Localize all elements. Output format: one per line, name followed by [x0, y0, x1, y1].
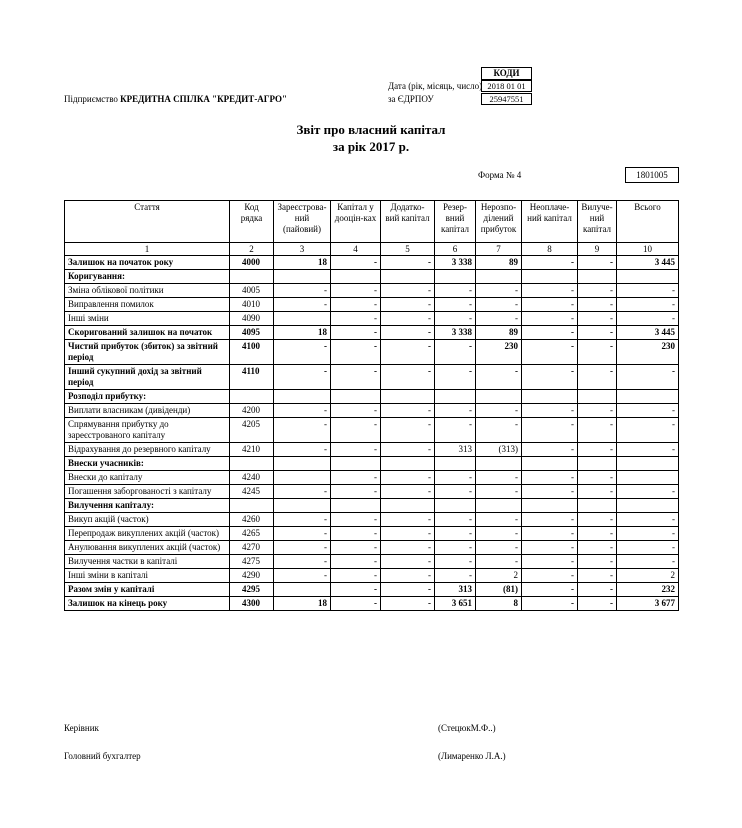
row-value-col-4	[331, 390, 381, 404]
row-value-col-4	[331, 457, 381, 471]
row-value-col-10: 2	[617, 569, 679, 583]
column-header-6: Резер-вний капітал	[435, 201, 476, 243]
row-value-col-6: -	[435, 312, 476, 326]
row-value-col-7: -	[476, 418, 522, 443]
row-code: 4290	[230, 569, 274, 583]
table-row	[65, 597, 679, 611]
row-code: 4000	[230, 256, 274, 270]
column-number-6: 6	[435, 243, 476, 256]
row-code: 4245	[230, 485, 274, 499]
row-value-col-10: 3 677	[617, 597, 679, 611]
row-value-col-7: -	[476, 365, 522, 390]
director-label: Керівник	[64, 723, 99, 733]
row-value-col-9: -	[578, 597, 617, 611]
row-value-col-4: -	[331, 404, 381, 418]
table-row	[65, 256, 679, 270]
row-value-col-6: -	[435, 541, 476, 555]
accountant-name: (Лимаренко Л.А.)	[438, 751, 506, 761]
row-value-col-9: -	[578, 256, 617, 270]
row-code	[230, 390, 274, 404]
form-code: 1801005	[625, 167, 679, 183]
row-value-col-7: -	[476, 555, 522, 569]
row-value-col-4: -	[331, 443, 381, 457]
row-value-col-8: -	[522, 471, 578, 485]
row-value-col-7: 2	[476, 569, 522, 583]
table-row	[65, 527, 679, 541]
row-value-col-7: 8	[476, 597, 522, 611]
row-value-col-6: 313	[435, 583, 476, 597]
row-value-col-3	[274, 499, 331, 513]
table-row	[65, 404, 679, 418]
row-value-col-6	[435, 499, 476, 513]
row-value-col-4	[331, 499, 381, 513]
table-row	[65, 365, 679, 390]
row-value-col-8: -	[522, 443, 578, 457]
row-label: Відрахування до резервного капіталу	[65, 443, 230, 457]
row-value-col-3: 18	[274, 256, 331, 270]
row-value-col-8: -	[522, 298, 578, 312]
date-value: 2018 01 01	[481, 80, 532, 92]
row-label: Залишок на кінець року	[65, 597, 230, 611]
row-value-col-3: -	[274, 569, 331, 583]
row-value-col-10: 232	[617, 583, 679, 597]
row-value-col-3	[274, 390, 331, 404]
row-value-col-8: -	[522, 326, 578, 340]
row-code: 4095	[230, 326, 274, 340]
codes-header: КОДИ	[481, 67, 532, 80]
row-value-col-6: 313	[435, 443, 476, 457]
row-value-col-6	[435, 390, 476, 404]
row-value-col-9: -	[578, 418, 617, 443]
row-value-col-6	[435, 270, 476, 284]
row-value-col-3: 18	[274, 597, 331, 611]
row-value-col-7: -	[476, 485, 522, 499]
row-value-col-3: -	[274, 485, 331, 499]
row-label: Інший сукупний дохід за звітний період	[65, 365, 230, 390]
row-label: Спрямування прибутку до зареєстрованого капіталу	[65, 418, 230, 443]
column-number-10: 10	[617, 243, 679, 256]
row-value-col-6: 3 338	[435, 256, 476, 270]
row-value-col-8: -	[522, 365, 578, 390]
row-value-col-7: -	[476, 312, 522, 326]
row-value-col-6: -	[435, 485, 476, 499]
row-value-col-6: 3 651	[435, 597, 476, 611]
row-value-col-5: -	[381, 326, 435, 340]
row-value-col-4: -	[331, 298, 381, 312]
row-value-col-3: -	[274, 513, 331, 527]
row-value-col-4: -	[331, 527, 381, 541]
row-code: 4205	[230, 418, 274, 443]
row-value-col-7	[476, 270, 522, 284]
table-row	[65, 541, 679, 555]
row-value-col-3: -	[274, 340, 331, 365]
capital-table	[64, 200, 679, 611]
row-value-col-10: 3 445	[617, 326, 679, 340]
row-value-col-9	[578, 270, 617, 284]
row-value-col-4: -	[331, 583, 381, 597]
row-label: Скоригований залишок на початок	[65, 326, 230, 340]
form-label: Форма № 4	[478, 170, 522, 180]
row-value-col-4: -	[331, 597, 381, 611]
row-code: 4260	[230, 513, 274, 527]
row-value-col-10: -	[617, 527, 679, 541]
table-body	[65, 256, 679, 611]
row-value-col-4: -	[331, 569, 381, 583]
row-value-col-5: -	[381, 527, 435, 541]
row-value-col-9: -	[578, 485, 617, 499]
row-value-col-9: -	[578, 298, 617, 312]
column-header-1: Стаття	[65, 201, 230, 243]
row-value-col-10	[617, 390, 679, 404]
row-label: Вилучення капіталу:	[65, 499, 230, 513]
row-code: 4110	[230, 365, 274, 390]
row-value-col-7: -	[476, 527, 522, 541]
row-value-col-8: -	[522, 485, 578, 499]
row-value-col-3	[274, 312, 331, 326]
row-value-col-6: -	[435, 555, 476, 569]
row-value-col-9: -	[578, 569, 617, 583]
row-value-col-4: -	[331, 418, 381, 443]
row-label: Коригування:	[65, 270, 230, 284]
row-value-col-5: -	[381, 404, 435, 418]
edrpou-value: 25947551	[481, 93, 532, 105]
row-value-col-9: -	[578, 583, 617, 597]
row-value-col-9: -	[578, 365, 617, 390]
row-value-col-3: -	[274, 298, 331, 312]
report-title: Звіт про власний капітал	[296, 122, 446, 137]
row-value-col-7: (81)	[476, 583, 522, 597]
row-value-col-8: -	[522, 541, 578, 555]
row-code: 4300	[230, 597, 274, 611]
row-value-col-7: -	[476, 298, 522, 312]
row-value-col-4: -	[331, 365, 381, 390]
row-value-col-6: -	[435, 418, 476, 443]
row-value-col-8: -	[522, 284, 578, 298]
table-row	[65, 485, 679, 499]
enterprise-label-text: Підприємство	[64, 94, 118, 104]
row-code: 4295	[230, 583, 274, 597]
row-value-col-7	[476, 390, 522, 404]
row-value-col-5: -	[381, 583, 435, 597]
row-code: 4100	[230, 340, 274, 365]
row-label: Виплати власникам (дивіденди)	[65, 404, 230, 418]
column-header-8: Неоплаче-ний капітал	[522, 201, 578, 243]
row-value-col-3: -	[274, 365, 331, 390]
table-row	[65, 513, 679, 527]
row-value-col-8: -	[522, 583, 578, 597]
column-number-9: 9	[578, 243, 617, 256]
row-value-col-10: -	[617, 541, 679, 555]
row-value-col-10: -	[617, 555, 679, 569]
row-value-col-7: 89	[476, 326, 522, 340]
table-row	[65, 583, 679, 597]
row-value-col-3	[274, 457, 331, 471]
row-value-col-3: -	[274, 527, 331, 541]
row-code	[230, 270, 274, 284]
row-value-col-7: (313)	[476, 443, 522, 457]
row-value-col-3	[274, 270, 331, 284]
row-value-col-9: -	[578, 340, 617, 365]
column-header-5: Додатко-вий капітал	[381, 201, 435, 243]
row-value-col-6	[435, 457, 476, 471]
row-value-col-9: -	[578, 312, 617, 326]
column-number-5: 5	[381, 243, 435, 256]
row-value-col-5: -	[381, 312, 435, 326]
row-value-col-5: -	[381, 485, 435, 499]
row-label: Погашення заборгованості з капіталу	[65, 485, 230, 499]
row-value-col-9	[578, 499, 617, 513]
row-value-col-5: -	[381, 555, 435, 569]
row-value-col-7: -	[476, 404, 522, 418]
row-value-col-5: -	[381, 443, 435, 457]
row-value-col-9: -	[578, 471, 617, 485]
row-label: Викуп акцій (часток)	[65, 513, 230, 527]
row-value-col-5: -	[381, 513, 435, 527]
table-row	[65, 284, 679, 298]
row-value-col-5	[381, 499, 435, 513]
row-value-col-3: -	[274, 404, 331, 418]
table-row	[65, 312, 679, 326]
row-value-col-4: -	[331, 340, 381, 365]
table-row	[65, 270, 679, 284]
row-value-col-5: -	[381, 365, 435, 390]
row-value-col-6: -	[435, 471, 476, 485]
row-label: Виправлення помилок	[65, 298, 230, 312]
row-label: Зміна облікової політики	[65, 284, 230, 298]
row-code: 4210	[230, 443, 274, 457]
row-value-col-9: -	[578, 541, 617, 555]
edrpou-label: за ЄДРПОУ	[388, 94, 434, 104]
row-value-col-8: -	[522, 527, 578, 541]
row-value-col-5	[381, 390, 435, 404]
row-value-col-10	[617, 499, 679, 513]
row-value-col-5: -	[381, 298, 435, 312]
row-value-col-10: -	[617, 418, 679, 443]
row-value-col-3: -	[274, 418, 331, 443]
table-row	[65, 443, 679, 457]
table-row	[65, 390, 679, 404]
row-code: 4265	[230, 527, 274, 541]
row-code	[230, 457, 274, 471]
row-value-col-8: -	[522, 312, 578, 326]
row-value-col-8: -	[522, 513, 578, 527]
row-code: 4200	[230, 404, 274, 418]
enterprise-label	[64, 94, 287, 104]
row-value-col-7: -	[476, 284, 522, 298]
row-value-col-8: -	[522, 555, 578, 569]
row-label: Чистий прибуток (збиток) за звітний період	[65, 340, 230, 365]
director-name: (СтецюкМ.Ф..)	[438, 723, 496, 733]
row-value-col-10: -	[617, 312, 679, 326]
row-value-col-8	[522, 499, 578, 513]
row-value-col-5: -	[381, 340, 435, 365]
row-value-col-6: 3 338	[435, 326, 476, 340]
row-value-col-8	[522, 390, 578, 404]
column-number-8: 8	[522, 243, 578, 256]
row-value-col-8: -	[522, 418, 578, 443]
row-value-col-5: -	[381, 569, 435, 583]
row-value-col-5: -	[381, 256, 435, 270]
row-label: Інші зміни	[65, 312, 230, 326]
row-label: Анулювання викуплених акцій (часток)	[65, 541, 230, 555]
row-value-col-7: -	[476, 541, 522, 555]
row-label: Залишок на початок року	[65, 256, 230, 270]
row-code: 4275	[230, 555, 274, 569]
row-value-col-4: -	[331, 312, 381, 326]
row-value-col-10: -	[617, 513, 679, 527]
row-value-col-8: -	[522, 404, 578, 418]
row-value-col-6: -	[435, 365, 476, 390]
row-value-col-4: -	[331, 326, 381, 340]
column-header-10: Всього	[617, 201, 679, 243]
row-value-col-9: -	[578, 443, 617, 457]
row-value-col-5: -	[381, 471, 435, 485]
row-value-col-6: -	[435, 284, 476, 298]
row-value-col-3: -	[274, 541, 331, 555]
header-row	[65, 201, 679, 243]
row-value-col-5: -	[381, 284, 435, 298]
column-number-7: 7	[476, 243, 522, 256]
row-value-col-9: -	[578, 527, 617, 541]
row-value-col-6: -	[435, 404, 476, 418]
table-row	[65, 499, 679, 513]
row-value-col-10: -	[617, 365, 679, 390]
row-value-col-8: -	[522, 256, 578, 270]
row-value-col-9: -	[578, 513, 617, 527]
row-value-col-10	[617, 457, 679, 471]
row-value-col-7: -	[476, 513, 522, 527]
row-value-col-6: -	[435, 527, 476, 541]
report-period: за рік 2017 р.	[332, 139, 410, 154]
row-value-col-6: -	[435, 298, 476, 312]
row-value-col-4	[331, 270, 381, 284]
row-value-col-10: 3 445	[617, 256, 679, 270]
row-code	[230, 499, 274, 513]
column-header-4: Капітал у дооцін-ках	[331, 201, 381, 243]
row-value-col-8	[522, 457, 578, 471]
row-value-col-8	[522, 270, 578, 284]
row-value-col-4: -	[331, 541, 381, 555]
row-label: Розподіл прибутку:	[65, 390, 230, 404]
table-row	[65, 340, 679, 365]
row-value-col-4: -	[331, 471, 381, 485]
table-row	[65, 569, 679, 583]
row-code: 4090	[230, 312, 274, 326]
row-code: 4270	[230, 541, 274, 555]
row-value-col-7: -	[476, 471, 522, 485]
row-value-col-9: -	[578, 404, 617, 418]
row-value-col-9: -	[578, 555, 617, 569]
row-value-col-10: -	[617, 284, 679, 298]
table-row	[65, 471, 679, 485]
row-value-col-9: -	[578, 284, 617, 298]
row-value-col-6: -	[435, 340, 476, 365]
row-value-col-10: -	[617, 485, 679, 499]
row-value-col-5	[381, 270, 435, 284]
row-value-col-3: -	[274, 555, 331, 569]
row-value-col-5: -	[381, 418, 435, 443]
row-value-col-8: -	[522, 340, 578, 365]
accountant-label: Головний бухгалтер	[64, 751, 141, 761]
row-value-col-6: -	[435, 569, 476, 583]
row-value-col-5	[381, 457, 435, 471]
row-value-col-4: -	[331, 513, 381, 527]
row-code: 4240	[230, 471, 274, 485]
row-label: Внески до капіталу	[65, 471, 230, 485]
row-value-col-4: -	[331, 256, 381, 270]
row-label: Внески учасників:	[65, 457, 230, 471]
row-label: Разом змін у капіталі	[65, 583, 230, 597]
row-value-col-8: -	[522, 569, 578, 583]
row-label: Інші зміни в капіталі	[65, 569, 230, 583]
column-header-7: Нерозпо-ділений прибуток	[476, 201, 522, 243]
row-value-col-10: -	[617, 443, 679, 457]
column-header-2: Код рядка	[230, 201, 274, 243]
column-header-9: Вилуче-ний капітал	[578, 201, 617, 243]
row-value-col-8: -	[522, 597, 578, 611]
table-row	[65, 298, 679, 312]
row-value-col-10: 230	[617, 340, 679, 365]
row-value-col-3	[274, 583, 331, 597]
column-number-3: 3	[274, 243, 331, 256]
row-label: Перепродаж викуплених акцій (часток)	[65, 527, 230, 541]
row-code: 4005	[230, 284, 274, 298]
row-value-col-3: -	[274, 443, 331, 457]
row-value-col-4: -	[331, 485, 381, 499]
date-label: Дата (рік, місяць, число)	[388, 81, 483, 91]
row-code: 4010	[230, 298, 274, 312]
row-value-col-10: -	[617, 298, 679, 312]
row-value-col-10	[617, 270, 679, 284]
column-number-1: 1	[65, 243, 230, 256]
table-row	[65, 457, 679, 471]
row-value-col-4: -	[331, 555, 381, 569]
column-number-4: 4	[331, 243, 381, 256]
row-value-col-3: -	[274, 284, 331, 298]
enterprise-name: КРЕДИТНА СПІЛКА "КРЕДИТ-АГРО"	[120, 94, 287, 104]
row-value-col-3: 18	[274, 326, 331, 340]
row-value-col-10: -	[617, 404, 679, 418]
row-value-col-5: -	[381, 597, 435, 611]
row-value-col-10	[617, 471, 679, 485]
table-row	[65, 555, 679, 569]
column-header-3: Зареєстрова-ний (пайовий)	[274, 201, 331, 243]
row-value-col-9	[578, 390, 617, 404]
row-value-col-9	[578, 457, 617, 471]
row-value-col-7: 230	[476, 340, 522, 365]
row-value-col-4: -	[331, 284, 381, 298]
row-value-col-6: -	[435, 513, 476, 527]
table-row	[65, 326, 679, 340]
column-number-2: 2	[230, 243, 274, 256]
row-value-col-3	[274, 471, 331, 485]
row-value-col-7	[476, 457, 522, 471]
table-row	[65, 418, 679, 443]
row-label: Вилучення частки в капіталі	[65, 555, 230, 569]
row-value-col-7: 89	[476, 256, 522, 270]
column-number-row	[65, 243, 679, 256]
row-value-col-7	[476, 499, 522, 513]
row-value-col-9: -	[578, 326, 617, 340]
row-value-col-5: -	[381, 541, 435, 555]
